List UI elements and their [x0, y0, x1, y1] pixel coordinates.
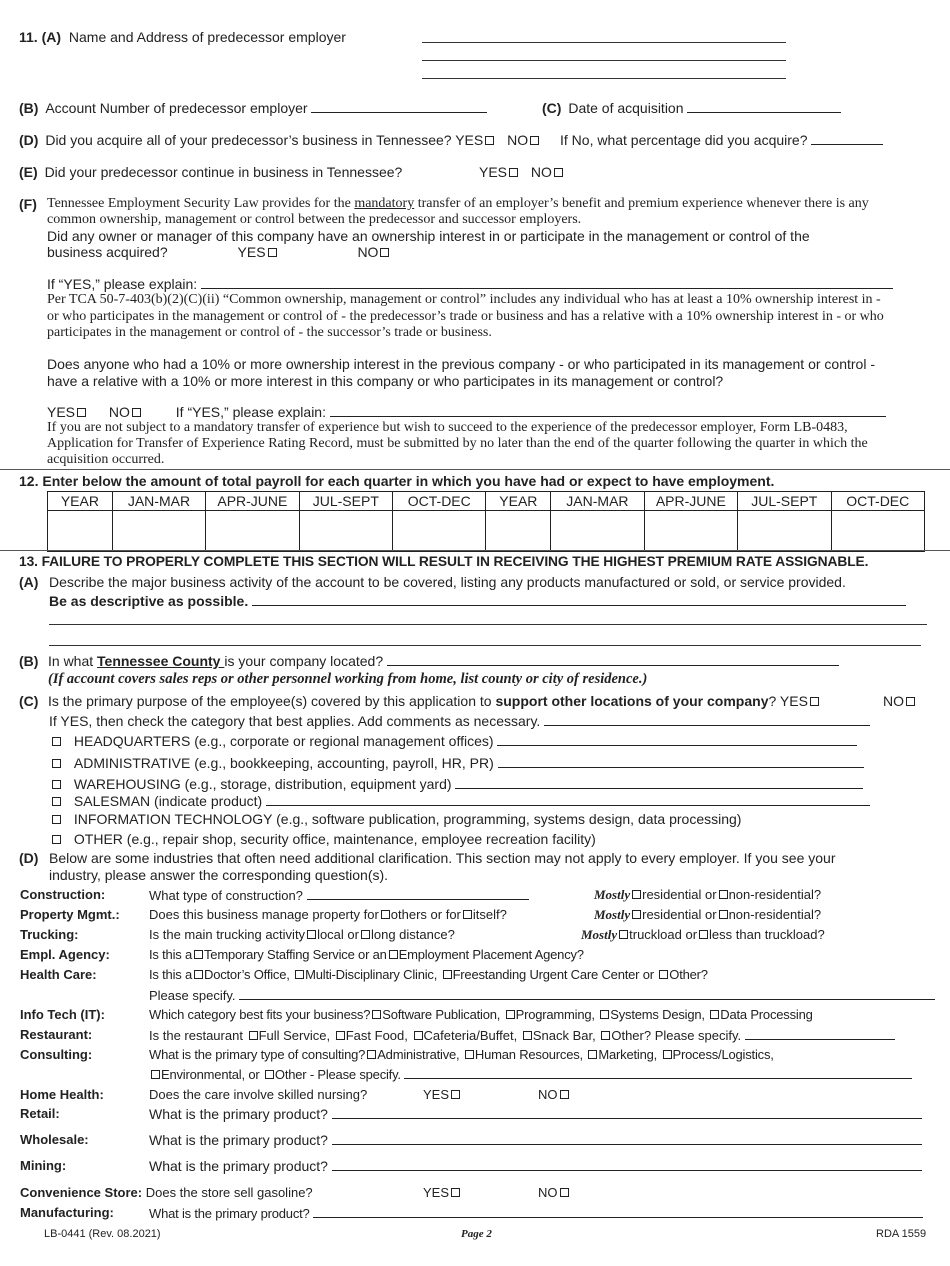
q11a-number: 11. (A) — [19, 29, 62, 45]
restaurant-q4: Cafeteria/Buffet, — [423, 1028, 518, 1043]
q11d-label: Did you acquire all of your predecessor’s business in Tennessee? YES — [45, 132, 484, 148]
col-year-1: YEAR — [48, 492, 113, 511]
wholesale-label: Wholesale: — [20, 1132, 89, 1147]
not-subject-line-3: acquisition occurred. — [47, 452, 165, 467]
q13c-no-option — [883, 693, 916, 709]
section-13-divider — [0, 550, 950, 551]
category-other — [50, 831, 596, 847]
restaurant-q6: Other? Please specify. — [611, 1028, 742, 1043]
q13c-yes-label: ? YES — [768, 693, 808, 709]
truckload-label: truckload or — [629, 927, 698, 942]
construction-mostly — [594, 887, 821, 903]
col-jan-mar-2: JAN-MAR — [551, 492, 644, 511]
q11f-line2: common ownership, management or control between the predecessor and successor employers. — [47, 212, 582, 227]
consulting-q4: Marketing, — [598, 1047, 658, 1062]
q13c-pre: Is the primary purpose of the employee(s) covered by this application to — [48, 693, 496, 709]
health-other-checkbox[interactable] — [659, 970, 668, 979]
col-oct-dec-1: OCT-DEC — [393, 492, 486, 511]
wholesale-field[interactable] — [332, 1132, 922, 1145]
tca-line-3: participates in the management or control of - the successor’s trade or business. — [47, 325, 492, 340]
infotech-q3: Programming, — [515, 1007, 595, 1022]
page-number: Page 2 — [461, 1228, 492, 1240]
property-label: Property Mgmt.: — [20, 907, 120, 922]
property-residential-label: residential or — [642, 907, 717, 922]
col-apr-june-1: APR-JUNE — [206, 492, 299, 511]
headquarters-field[interactable] — [497, 733, 857, 746]
q11f-line1-end: transfer of an employer’s benefit and premium experience whenever there is any — [414, 196, 869, 211]
empl-label: Empl. Agency: — [20, 947, 110, 962]
manufacturing-label: Manufacturing: — [20, 1205, 114, 1220]
property-q1: Does this business manage property for — [149, 907, 379, 922]
warehousing-field[interactable] — [455, 776, 863, 789]
property-nonresidential-label: non-residential? — [728, 907, 822, 922]
q11e-no-label: NO — [530, 164, 552, 180]
mandatory-word: mandatory — [354, 196, 415, 211]
cell-apr-june-2[interactable] — [644, 511, 737, 552]
restaurant-label: Restaurant: — [20, 1027, 93, 1042]
consulting-q1: What is the primary type of consulting? — [149, 1047, 366, 1062]
human-resources-checkbox[interactable] — [465, 1050, 474, 1059]
headquarters-checkbox[interactable] — [52, 737, 61, 746]
q13a-line2-row — [49, 593, 906, 609]
payroll-table — [47, 491, 925, 552]
restaurant-q1: Is the restaurant — [149, 1028, 243, 1043]
q13b-pre: In what — [48, 653, 98, 669]
acquisition-date-field[interactable] — [687, 100, 841, 113]
consulting-q6: Environmental, or — [161, 1067, 260, 1082]
employment-placement-checkbox[interactable] — [389, 950, 398, 959]
construction-field[interactable] — [307, 887, 529, 900]
trucking-mostly-word: Mostly — [581, 927, 618, 942]
property-itself-checkbox[interactable] — [463, 910, 472, 919]
temporary-staffing-checkbox[interactable] — [194, 950, 203, 959]
construction-label: Construction: — [20, 887, 106, 902]
cell-jul-sept-2[interactable] — [738, 511, 831, 552]
q13c-sub-row — [49, 713, 870, 729]
q13b-note: (If account covers sales reps or other personnel working from home, list county or city of residence.) — [48, 671, 648, 687]
q11d-no-label: NO — [507, 132, 529, 148]
restaurant-specify-field[interactable] — [745, 1027, 895, 1040]
q11d-row — [19, 132, 883, 148]
marketing-checkbox[interactable] — [588, 1050, 597, 1059]
infotech-q1: Which category best fits your business? — [149, 1007, 371, 1022]
trucking-label: Trucking: — [20, 927, 79, 942]
headquarters-label: HEADQUARTERS (e.g., corporate or regional management offices) — [73, 733, 494, 749]
not-subject-line-1: If you are not subject to a mandatory transfer of experience but wish to succeed to the experience of the predecessor employer, Form LB-0483, — [47, 420, 848, 435]
q13b-row — [48, 653, 839, 669]
q11f-yes-checkbox[interactable] — [268, 248, 277, 257]
infotech-question — [149, 1007, 813, 1022]
percentage-field[interactable] — [811, 132, 883, 145]
information-technology-checkbox[interactable] — [52, 815, 61, 824]
q12-heading: 12. Enter below the amount of total payroll for each quarter in which you have had or expect to have employment. — [19, 473, 775, 489]
consulting-q2: Administrative, — [377, 1047, 460, 1062]
convenience-yes-label: YES — [423, 1185, 450, 1200]
snack-bar-checkbox[interactable] — [523, 1031, 532, 1040]
empl-q3: Employment Placement Agency? — [398, 947, 584, 962]
rda-number: RDA 1559 — [876, 1228, 927, 1240]
construction-question — [149, 887, 529, 903]
q11e-yes-checkbox[interactable] — [509, 168, 518, 177]
administrative-checkbox[interactable] — [52, 759, 61, 768]
q11d-yes-checkbox[interactable] — [485, 136, 494, 145]
q13b-number: (B) — [19, 653, 39, 669]
trucking-q1: Is the main trucking activity — [149, 927, 306, 942]
doctors-office-checkbox[interactable] — [194, 970, 203, 979]
consulting-other-checkbox[interactable] — [265, 1070, 274, 1079]
not-subject-line-2: Application for Transfer of Experience Rating Record, must be submitted by no later than the end of the quarter following the quarter in which the — [47, 436, 868, 451]
property-residential-checkbox[interactable] — [632, 910, 641, 919]
retail-question — [149, 1106, 922, 1122]
homehealth-label: Home Health: — [20, 1087, 104, 1102]
restaurant-question — [149, 1027, 895, 1043]
business-activity-field-2[interactable] — [49, 614, 927, 625]
account-number-field[interactable] — [311, 100, 487, 113]
consulting-row-2 — [149, 1066, 912, 1082]
predecessor-name-line-1[interactable] — [422, 32, 786, 43]
systems-design-checkbox[interactable] — [600, 1010, 609, 1019]
predecessor-name-line-3[interactable] — [422, 68, 786, 79]
convenience-q: Does the store sell gasoline? — [145, 1185, 313, 1200]
relative-yes-checkbox[interactable] — [77, 408, 86, 417]
homehealth-question: Does the care involve skilled nursing? — [149, 1087, 368, 1102]
cell-apr-june-1[interactable] — [206, 511, 299, 552]
restaurant-q2: Full Service, — [258, 1028, 331, 1043]
property-others-checkbox[interactable] — [381, 910, 390, 919]
col-jul-sept-1: JUL-SEPT — [299, 492, 392, 511]
empl-q2: Temporary Staffing Service or an — [204, 947, 387, 962]
relative-answer-row — [47, 404, 886, 420]
cell-jan-mar-1[interactable] — [112, 511, 205, 552]
support-other-locations: support other locations of your company — [495, 693, 769, 709]
health-specify-row — [149, 987, 935, 1003]
construction-nonresidential-checkbox[interactable] — [719, 890, 728, 899]
mining-field[interactable] — [332, 1158, 922, 1171]
q13c-no-checkbox[interactable] — [906, 697, 915, 706]
cell-year-1[interactable] — [48, 511, 113, 552]
payroll-entry-row — [48, 511, 925, 552]
empl-question — [149, 947, 584, 962]
less-than-truckload-checkbox[interactable] — [699, 930, 708, 939]
restaurant-q3: Fast Food, — [345, 1028, 408, 1043]
construction-residential-label: residential or — [642, 887, 717, 902]
homehealth-no — [538, 1087, 570, 1102]
q13-heading: 13. FAILURE TO PROPERLY COMPLETE THIS SECTION WILL RESULT IN RECEIVING THE HIGHEST PREMIUM RATE ASSIGNABLE. — [19, 554, 869, 569]
trucking-long-distance-checkbox[interactable] — [361, 930, 370, 939]
q11f-line4 — [47, 244, 390, 260]
q11b-row — [19, 100, 487, 116]
q11d-percentage-label: If No, what percentage did you acquire? — [560, 132, 808, 148]
q11f-line3: Did any owner or manager of this company have an ownership interest in or participate in the management or control of the — [47, 228, 810, 244]
q11f-explain-row — [47, 276, 893, 292]
consulting-specify-field[interactable] — [404, 1066, 912, 1079]
q13d-line2: industry, please answer the corresponding question(s). — [49, 867, 389, 883]
consulting-q5: Process/Logistics, — [672, 1047, 774, 1062]
q11c-row — [542, 100, 841, 116]
administrative-label: ADMINISTRATIVE (e.g., bookkeeping, accounting, payroll, HR, PR) — [73, 755, 494, 771]
col-oct-dec-2: OCT-DEC — [831, 492, 924, 511]
manufacturing-field[interactable] — [313, 1205, 923, 1218]
q11b-number: (B) — [19, 100, 39, 116]
q11f-yes-label: YES — [237, 244, 266, 260]
consulting-q7: Other - Please specify. — [274, 1067, 401, 1082]
infotech-q5: Data Processing — [720, 1007, 813, 1022]
property-nonresidential-checkbox[interactable] — [719, 910, 728, 919]
homehealth-no-checkbox[interactable] — [560, 1090, 569, 1099]
convenience-yes-checkbox[interactable] — [451, 1188, 460, 1197]
q11d-number: (D) — [19, 132, 39, 148]
other-checkbox[interactable] — [52, 835, 61, 844]
trucking-local-checkbox[interactable] — [307, 930, 316, 939]
restaurant-other-checkbox[interactable] — [601, 1031, 610, 1040]
tca-line-2: or who participates in the management or control of - the predecessor’s trade or business and has a relative with a 10% ownership interest in - or who — [47, 309, 884, 324]
homehealth-yes-label: YES — [423, 1087, 450, 1102]
mining-question — [149, 1158, 922, 1174]
relative-question-line-2: have a relative with a 10% or more interest in this company or who participates in its management or control? — [47, 373, 724, 389]
category-warehousing — [50, 776, 863, 792]
q11f-explain-field[interactable] — [201, 276, 893, 289]
q11c-number: (C) — [542, 100, 562, 116]
q11e-yes-label: YES — [479, 164, 508, 180]
health-q2: Doctor’s Office, — [204, 967, 290, 982]
infotech-q4: Systems Design, — [610, 1007, 705, 1022]
health-specify-field[interactable] — [239, 987, 935, 1000]
category-salesman — [50, 793, 870, 809]
multi-disciplinary-checkbox[interactable] — [295, 970, 304, 979]
information-technology-label: INFORMATION TECHNOLOGY (e.g., software publication, programming, systems design, data processing) — [73, 811, 742, 827]
health-specify-label: Please specify. — [149, 988, 236, 1003]
property-mostly-word: Mostly — [594, 907, 631, 922]
q11a-row — [19, 29, 346, 45]
q13a-line1: Describe the major business activity of the account to be covered, listing any products manufactured or sold, or service provided. — [49, 574, 846, 590]
cafeteria-checkbox[interactable] — [414, 1031, 423, 1040]
health-q4: Freestanding Urgent Care Center or — [452, 967, 654, 982]
full-service-checkbox[interactable] — [249, 1031, 258, 1040]
q11f-explain-label: If “YES,” please explain: — [47, 276, 198, 292]
col-year-2: YEAR — [486, 492, 551, 511]
category-comment-field[interactable] — [544, 713, 870, 726]
convenience-no-label: NO — [538, 1185, 558, 1200]
relative-no-label: NO — [108, 404, 130, 420]
q13c-yes-checkbox[interactable] — [810, 697, 819, 706]
health-q5: Other? — [669, 967, 708, 982]
form-number: LB-0441 (Rev. 08.2021) — [44, 1228, 161, 1240]
q11f-line1 — [47, 196, 869, 212]
administrative-field[interactable] — [498, 755, 864, 768]
homehealth-yes — [423, 1087, 461, 1102]
cell-jan-mar-2[interactable] — [551, 511, 644, 552]
construction-nonresidential-label: non-residential? — [728, 887, 822, 902]
q11e-label: Did your predecessor continue in business in Tennessee? — [44, 164, 403, 180]
wholesale-question — [149, 1132, 922, 1148]
payroll-header-row — [48, 492, 925, 511]
col-jul-sept-2: JUL-SEPT — [738, 492, 831, 511]
convenience-no — [538, 1185, 570, 1200]
warehousing-label: WAREHOUSING (e.g., storage, distribution, equipment yard) — [73, 776, 452, 792]
q13c-row — [48, 693, 820, 709]
q11f-line1-start: Tennessee Employment Security Law provides for the — [47, 196, 355, 211]
homehealth-no-label: NO — [538, 1087, 558, 1102]
manufacturing-q: What is the primary product? — [149, 1206, 310, 1221]
restaurant-q5: Snack Bar, — [532, 1028, 596, 1043]
q11f-no-checkbox[interactable] — [380, 248, 389, 257]
construction-mostly-word: Mostly — [594, 887, 631, 902]
manufacturing-question — [149, 1205, 923, 1221]
q13d-line1: Below are some industries that often need additional clarification. This section may not apply to every employer. If you see your — [49, 850, 836, 866]
retail-field[interactable] — [332, 1106, 922, 1119]
q11e-options — [479, 164, 564, 180]
col-jan-mar-1: JAN-MAR — [112, 492, 205, 511]
property-question — [149, 907, 507, 922]
q11e-no-checkbox[interactable] — [554, 168, 563, 177]
col-apr-june-2: APR-JUNE — [644, 492, 737, 511]
business-activity-field-3[interactable] — [49, 635, 921, 646]
q11e-number: (E) — [19, 164, 38, 180]
q11e-row — [19, 164, 402, 180]
q13b-post: is your company located? — [224, 653, 384, 669]
retail-label: Retail: — [20, 1106, 60, 1121]
q11c-label: Date of acquisition — [568, 100, 684, 116]
mining-q: What is the primary product? — [149, 1158, 328, 1174]
fast-food-checkbox[interactable] — [336, 1031, 345, 1040]
tca-line-1: Per TCA 50-7-403(b)(2)(C)(ii) “Common ownership, management or control” includes any individual who has at least a 10% ownership interest in - — [47, 292, 881, 307]
cell-oct-dec-2[interactable] — [831, 511, 924, 552]
category-administrative — [50, 755, 864, 771]
convenience-label: Convenience Store: — [20, 1185, 143, 1200]
health-q1: Is this a — [149, 967, 192, 982]
property-q3: itself? — [472, 907, 507, 922]
convenience-no-checkbox[interactable] — [560, 1188, 569, 1197]
salesman-field[interactable] — [266, 793, 870, 806]
q11b-label: Account Number of predecessor employer — [45, 100, 308, 116]
relative-explain-field[interactable] — [330, 404, 886, 417]
predecessor-name-line-2[interactable] — [422, 50, 786, 61]
construction-q: What type of construction? — [149, 888, 303, 903]
health-q3: Multi-Disciplinary Clinic, — [305, 967, 438, 982]
q13c-no-label: NO — [883, 693, 904, 709]
mining-label: Mining: — [20, 1158, 67, 1173]
cell-oct-dec-1[interactable] — [393, 511, 486, 552]
consulting-label: Consulting: — [20, 1047, 93, 1062]
consulting-question — [149, 1047, 774, 1062]
category-headquarters — [50, 733, 857, 749]
category-information-technology — [50, 811, 741, 827]
trucking-q3: long distance? — [370, 927, 455, 942]
property-mostly — [594, 907, 821, 923]
warehousing-checkbox[interactable] — [52, 780, 61, 789]
programming-checkbox[interactable] — [506, 1010, 515, 1019]
infotech-label: Info Tech (IT): — [20, 1007, 105, 1022]
other-label: OTHER (e.g., repair shop, security office, maintenance, employee recreation facility) — [73, 831, 596, 847]
empl-q1: Is this a — [149, 947, 192, 962]
q11f-no-label: NO — [357, 244, 379, 260]
data-processing-checkbox[interactable] — [710, 1010, 719, 1019]
consulting-q3: Human Resources, — [474, 1047, 583, 1062]
health-question — [149, 967, 708, 982]
software-publication-checkbox[interactable] — [372, 1010, 381, 1019]
trucking-q2: local or — [317, 927, 359, 942]
construction-residential-checkbox[interactable] — [632, 890, 641, 899]
salesman-checkbox[interactable] — [52, 797, 61, 806]
relative-explain-label: If “YES,” please explain: — [175, 404, 326, 420]
q13d-number: (D) — [19, 850, 39, 866]
section-12-divider — [0, 469, 950, 470]
trucking-question — [149, 927, 455, 942]
process-logistics-checkbox[interactable] — [663, 1050, 672, 1059]
county-field[interactable] — [387, 653, 839, 666]
salesman-label: SALESMAN (indicate product) — [73, 793, 263, 809]
convenience-yes — [423, 1185, 461, 1200]
cell-jul-sept-1[interactable] — [299, 511, 392, 552]
trucking-mostly — [581, 927, 825, 943]
tennessee-county-label: Tennessee County — [97, 653, 225, 669]
health-label: Health Care: — [20, 967, 97, 982]
business-activity-field-1[interactable] — [252, 593, 906, 606]
q13c-sub: If YES, then check the category that best applies. Add comments as necessary. — [49, 713, 541, 729]
q11f-number: (F) — [19, 196, 37, 212]
infotech-q2: Software Publication, — [382, 1007, 501, 1022]
truckload-checkbox[interactable] — [619, 930, 628, 939]
retail-q: What is the primary product? — [149, 1106, 328, 1122]
wholesale-q: What is the primary product? — [149, 1132, 328, 1148]
administrative-consulting-checkbox[interactable] — [367, 1050, 376, 1059]
convenience-row — [20, 1185, 313, 1200]
homehealth-yes-checkbox[interactable] — [451, 1090, 460, 1099]
urgent-care-checkbox[interactable] — [443, 970, 452, 979]
q11f-line4-text: business acquired? — [47, 244, 168, 260]
less-than-truckload-label: less than truckload? — [709, 927, 825, 942]
relative-yes-label: YES — [47, 404, 76, 420]
q13a-number: (A) — [19, 574, 39, 590]
q11d-no-checkbox[interactable] — [530, 136, 539, 145]
q13c-number: (C) — [19, 693, 39, 709]
cell-year-2[interactable] — [486, 511, 551, 552]
q13a-line2: Be as descriptive as possible. — [49, 593, 249, 609]
relative-question-line-1: Does anyone who had a 10% or more ownership interest in the previous company - or who participated in its management or control - — [47, 356, 875, 372]
environmental-checkbox[interactable] — [151, 1070, 160, 1079]
q11a-label: Name and Address of predecessor employer — [68, 29, 346, 45]
property-q2: others or for — [390, 907, 461, 922]
relative-no-checkbox[interactable] — [132, 408, 141, 417]
